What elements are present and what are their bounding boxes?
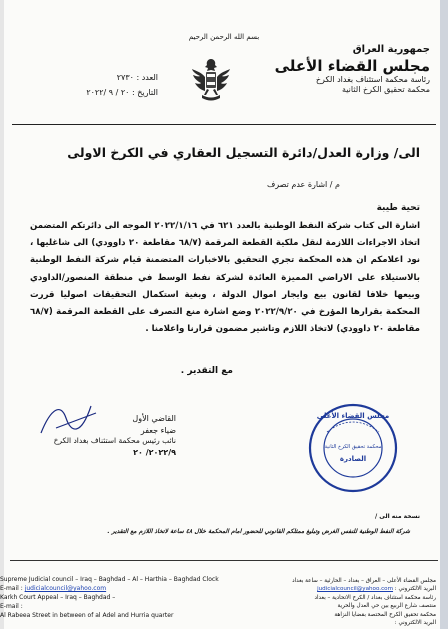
footer-arabic bbox=[236, 577, 436, 627]
signature-block bbox=[36, 413, 176, 459]
footer-ar-address: مجلس القضاء الأعلى – العراق – بغداد – الحارثية – ساعة بغداد bbox=[292, 578, 436, 584]
scan-left-edge bbox=[0, 0, 4, 629]
basmala: بسم الله الرحمن الرحيم bbox=[188, 33, 260, 41]
copy-note: شركة النفط الوطنية للنفس الغرض وتبليغ ممثلكم القانوني للحضور امام المحكمة خلال ٤٨ ساعة لاتخاذ اللازم مع التقدير . bbox=[107, 528, 410, 535]
court-stamp-icon bbox=[307, 402, 399, 494]
footer-english bbox=[0, 575, 250, 620]
footer-ar-email-link[interactable]: judicialcouncil@yahoo.com bbox=[317, 586, 394, 593]
signatory-name: ضياء جعفر bbox=[140, 425, 176, 435]
reference-block bbox=[48, 70, 158, 100]
footer-ar-street: منتصف شارع الربيع بين حي العدل والحرية bbox=[337, 603, 436, 610]
header-divider bbox=[12, 124, 436, 125]
letter-greeting: تحية طيبة bbox=[376, 203, 420, 213]
reference-number bbox=[48, 70, 158, 85]
number-value: ٢٧٣٠ bbox=[116, 73, 134, 82]
council-name: مجلس القضاء الأعلى bbox=[274, 56, 430, 75]
signature-date: ٢٠٢٢/٩/ ٢٠ bbox=[133, 448, 176, 458]
footer-ar-email-line bbox=[236, 585, 436, 593]
signatory-title: القاضي الأول bbox=[132, 414, 176, 423]
stamp-label-text: الصادرة bbox=[339, 455, 367, 463]
presidency-name: رئاسة محكمة استئناف بغداد الكرخ bbox=[315, 75, 430, 85]
date-value: ٢٠ / ٩ /٢٠٢٢ bbox=[86, 88, 130, 98]
footer-en-address: Supreme Judicial council – Iraq – Baghdad – Al – Harthia – Baghdad Clock bbox=[0, 576, 219, 583]
footer-en-street: Al Rabeea Street in between of al Adel and Hurria quarter bbox=[0, 612, 174, 619]
footer-en-email-link[interactable]: judicialcouncil@yahoo.com bbox=[24, 585, 107, 592]
letter-addressee: الى/ وزارة العدل/دائرة التسجيل العقاري في الكرخ الاولى bbox=[67, 145, 420, 160]
country-name: جمهورية العراق bbox=[352, 44, 430, 55]
number-label: العدد : bbox=[136, 73, 158, 82]
footer-ar-email2-label: البريد الالكتروني : bbox=[394, 619, 436, 626]
signatory-role: نائب رئيس محكمة استئناف بغداد الكرخ bbox=[53, 436, 176, 446]
footer-en-email2-label: E-mail : bbox=[0, 603, 23, 610]
footer-ar-email-label: البريد الالكتروني : bbox=[394, 586, 436, 593]
reference-date bbox=[48, 85, 158, 100]
footer-divider bbox=[10, 560, 438, 561]
letter-body: اشارة الى كتاب شركة النفط الوطنية بالعدد ٦٢١ في ٢٠٢٢/١/١٦ الموجه الى دائرتكم المتضمن اتخاذ الاجراءات اللازمة لنقل ملكية القطعة المرقمة (٦٨/٧ مقاطعة ٢٠ داوودي) الى شاغليها ، نود اعلامكم ان هذه المحكمة تجري التحقيق بالاخبارات المتضمنة قيام شركة النفط الوطنية بالاستيلاء على الاراضي المميزة العائدة لشركة نفط الوسط في منطقة المنصور/الداودي وبيعها خلافا لقانون بيع وايجار اموال الدولة ، وبغية استكمال التحقيقات اصوليا قررت المحكمة بقرارها المؤرخ في ٢٠٢٢/٩/٢٠ وضع اشارة منع التصرف على القطعة المرقمة (٦٨/٧ مقاطعة ٢٠ داوودي) لاتخاذ اللازم وتاشير مضمون قرارنا واعلامنا . bbox=[30, 221, 421, 335]
iraq-eagle-emblem-icon bbox=[188, 55, 234, 103]
footer-en-email-label: E-mail : bbox=[0, 585, 23, 592]
footer-en-email-line bbox=[0, 584, 250, 593]
letter-regards: مع التقدير . bbox=[180, 366, 233, 376]
copy-to-label: نسخة منه الى / bbox=[375, 513, 420, 520]
date-label: التاريخ : bbox=[131, 88, 158, 98]
stamp-court-text: محكمة تحقيق الكرخ الثانية bbox=[324, 444, 382, 450]
stamp-outer-text: مجلس القضاء الأعلى bbox=[316, 412, 390, 420]
footer-ar-investigation: محكمة تحقيق الكرخ المختصة بقضايا النزاهة bbox=[334, 611, 436, 618]
footer-en-court: Karkh Court Appeal – Iraq – Baghdad – bbox=[0, 594, 116, 601]
footer-ar-court: رئاسة محكمة استئناف بغداد / الكرخ الاتحادية – بغداد bbox=[314, 594, 436, 601]
court-name: محكمة تحقيق الكرخ الثانية bbox=[341, 85, 430, 95]
letter-subject: م / اشارة عدم تصرف bbox=[266, 180, 340, 189]
scan-right-edge bbox=[440, 0, 448, 629]
letterhead-right bbox=[270, 44, 430, 95]
